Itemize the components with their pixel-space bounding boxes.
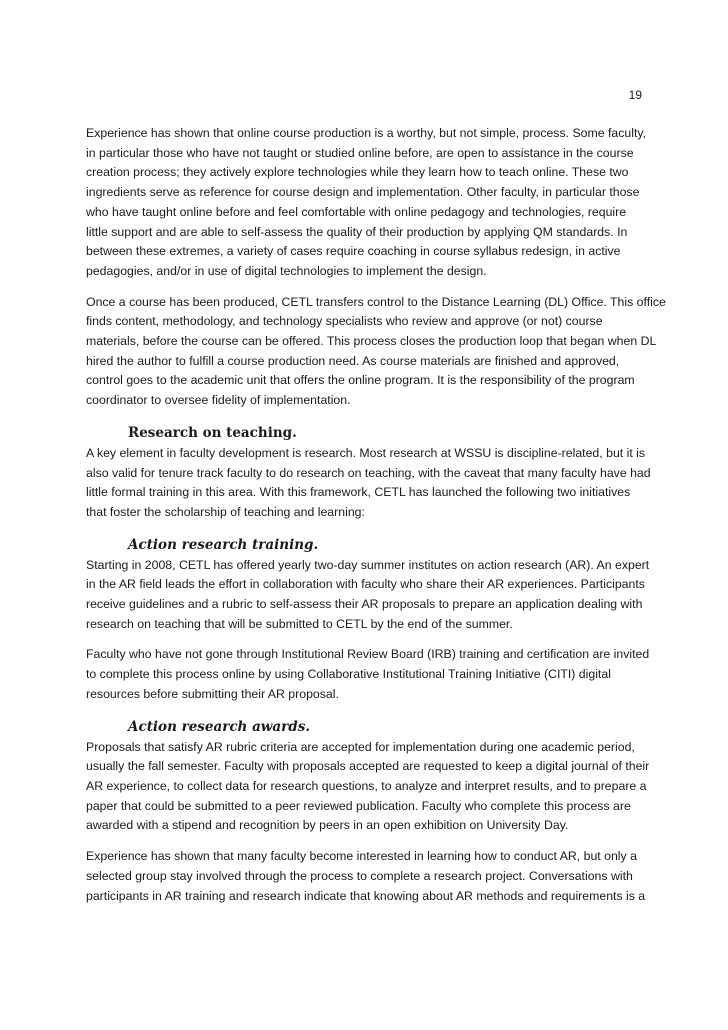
text-line: Once a course has been produced, CETL transfers control to the Distance Learning (DL) Office. This office: [86, 294, 666, 309]
text-line: in particular those who have not taught or studied online before, are open to assistance in the course: [86, 145, 634, 160]
text-line: receive guidelines and a rubric to self-assess their AR proposals to prepare an application dealing with: [86, 597, 643, 612]
text-line: participants in AR training and research indicate that knowing about AR methods and requirements is a: [86, 888, 646, 903]
text-line: little formal training in this area. With this framework, CETL has launched the following two initiatives: [86, 485, 631, 500]
heading-action-research-training: Action research training.: [128, 536, 319, 553]
text-line: finds content, methodology, and technology specialists who review and approve (or not) course: [86, 314, 603, 329]
paragraph: [86, 556, 648, 635]
text-line: hired the author to fulfill a course production need. As course materials are finished and approved,: [86, 353, 620, 368]
section-research-on-teaching: [86, 444, 651, 523]
text-line: ingredients serve as reference for course design and implementation. Other faculty, in particular those: [86, 185, 640, 200]
paragraph: [86, 847, 648, 906]
paragraph: [86, 645, 648, 704]
paragraph: [86, 124, 648, 282]
section-action-research-training: [86, 556, 648, 705]
section-action-research-awards: [86, 738, 648, 907]
text-line: Experience has shown that many faculty become interested in learning how to conduct AR, but only a: [86, 849, 637, 864]
text-line: who have taught online before and feel comfortable with online pedagogy and technologies, require: [86, 204, 627, 219]
text-line: pedagogies, and/or in use of digital technologies to implement the design.: [86, 263, 487, 278]
text-line: also valid for tenure track faculty to do research on teaching, with the caveat that many faculty have had: [86, 465, 651, 480]
text-line: creation process; they actively explore technologies while they learn how to teach online. These two: [86, 165, 629, 180]
paragraph: [86, 738, 648, 837]
text-line: that foster the scholarship of teaching and learning:: [86, 504, 365, 519]
text-line: Starting in 2008, CETL has offered yearly two-day summer institutes on action research (AR). An expert: [86, 557, 650, 572]
text-line: selected group stay involved through the process to complete a research project. Conversations with: [86, 868, 633, 883]
paragraph: [86, 293, 666, 411]
text-line: materials, before the course can be offered. This process closes the production loop that began when DL: [86, 334, 657, 349]
text-line: Experience has shown that online course production is a worthy, but not simple, process. Some faculty,: [86, 126, 647, 140]
text-line: paper that could be submitted to a peer reviewed publication. Faculty who complete this process are: [86, 798, 631, 813]
text-line: research on teaching that will be submitted to CETL by the end of the summer.: [86, 616, 513, 631]
text-line: control goes to the academic unit that offers the online program. It is the responsibility of the program: [86, 373, 635, 388]
text-line: Proposals that satisfy AR rubric criteria are accepted for implementation during one academic period,: [86, 739, 635, 754]
text-line: between these extremes, a variety of cases require coaching in course syllabus redesign, in active: [86, 244, 621, 259]
paragraph: [86, 444, 651, 523]
text-line: little support and are able to self-assess the quality of their production by applying QM standards. In: [86, 224, 628, 239]
text-line: A key element in faculty development is research. Most research at WSSU is discipline-related, but it is: [86, 445, 646, 460]
text-line: resources before submitting their AR proposal.: [86, 686, 339, 701]
page-number: 19: [628, 88, 642, 102]
text-line: in the AR field leads the effort in collaboration with faculty who share their AR experiences. Participants: [86, 577, 645, 592]
text-line: usually the fall semester. Faculty with proposals accepted are requested to keep a digital journal of their: [86, 759, 650, 774]
text-line: coordinator to oversee fidelity of implementation.: [86, 393, 351, 408]
text-line: AR experience, to collect data for research questions, to analyze and interpret results, and to prepare a: [86, 778, 647, 793]
heading-action-research-awards: Action research awards.: [128, 718, 311, 735]
document-body: [86, 124, 666, 917]
text-line: awarded with a stipend and recognition by peers in an open exhibition on University Day.: [86, 818, 569, 833]
text-line: Faculty who have not gone through Institutional Review Board (IRB) training and certification are invited: [86, 647, 650, 662]
section-intro: [86, 124, 666, 411]
heading-research-on-teaching: Research on teaching.: [128, 424, 297, 441]
text-line: to complete this process online by using Collaborative Institutional Training Initiative (CITI) digital: [86, 667, 611, 682]
